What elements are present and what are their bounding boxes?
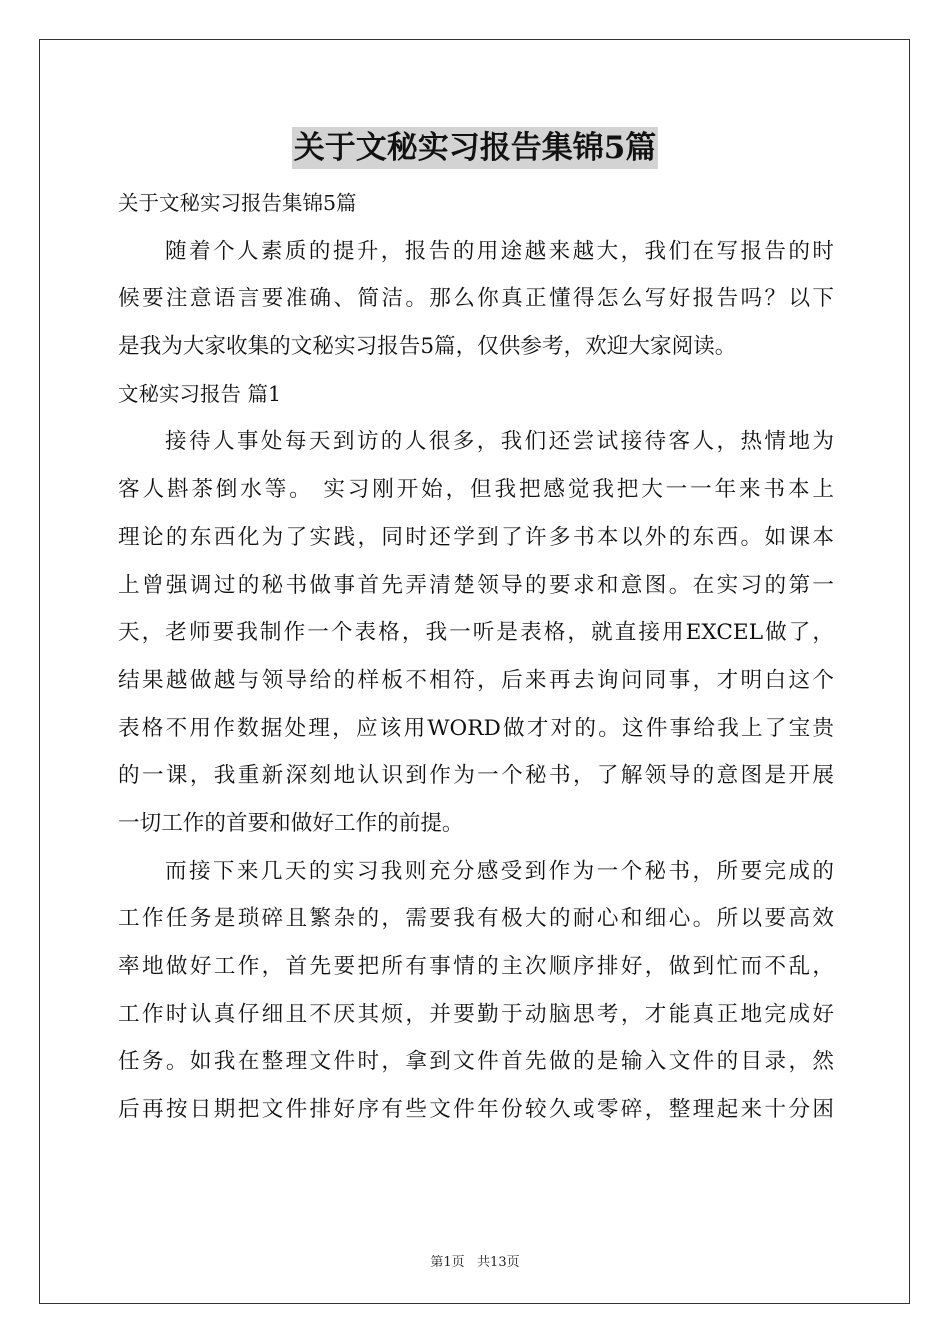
paragraph-line: 客人斟茶倒水等。 实习刚开始，但我把感觉我把大一一年来书本上 [118,477,834,503]
paragraph-line: 一切工作的首要和做好工作的前提。 [118,810,464,836]
page-indicator: 第1页 共13页 [430,1255,520,1270]
paragraph-line: 率地做好工作，首先要把所有事情的主次顺序排好，做到忙而不乱， [118,954,834,979]
paragraph-line: 任务。如我在整理文件时，拿到文件首先做的是输入文件的目录，然 [118,1049,834,1075]
document-subtitle: 关于文秘实习报告集锦5篇 [118,191,357,215]
document-title: 关于文秘实习报告集锦5篇 [292,127,659,169]
intro-line: 候要注意语言要准确、简洁。那么你真正懂得怎么写好报告吗？以下 [118,286,834,312]
paragraph-line: 天，老师要我制作一个表格，我一听是表格，就直接用EXCEL做了， [118,620,834,646]
section-heading: 文秘实习报告 篇1 [118,381,282,406]
document-body [118,180,834,1134]
paragraph-line: 而接下来几天的实习我则充分感受到作为一个秘书，所要完成的 [165,858,834,884]
title-container [0,127,950,169]
paragraph-line: 的一课，我重新深刻地认识到作为一个秘书，了解领导的意图是开展 [118,763,834,789]
intro-line: 是我为大家收集的文秘实习报告5篇，仅供参考，欢迎大家阅读。 [118,334,737,360]
intro-line: 随着个人素质的提升，报告的用途越来越大，我们在写报告的时 [165,238,834,264]
paragraph-line: 结果越做越与领导给的样板不相符，后来再去询问同事，才明白这个 [118,667,834,693]
paragraph-line: 接待人事处每天到访的人很多，我们还尝试接待客人，热情地为 [165,429,834,455]
paragraph-line: 上曾强调过的秘书做事首先弄清楚领导的要求和意图。在实习的第一 [118,572,834,598]
paragraph-line: 理论的东西化为了实践，同时还学到了许多书本以外的东西。如课本 [118,524,834,550]
paragraph-line: 表格不用作数据处理，应该用WORD做才对的。这件事给我上了宝贵 [118,715,834,741]
paragraph-line: 工作任务是琐碎且繁杂的，需要我有极大的耐心和细心。所以要高效 [118,906,834,932]
paragraph-line: 后再按日期把文件排好序有些文件年份较久或零碎，整理起来十分困 [118,1097,834,1123]
paragraph-line: 工作时认真仔细且不厌其烦，并要勤于动脑思考，才能真正地完成好 [118,1001,834,1027]
page-footer [0,1251,950,1270]
